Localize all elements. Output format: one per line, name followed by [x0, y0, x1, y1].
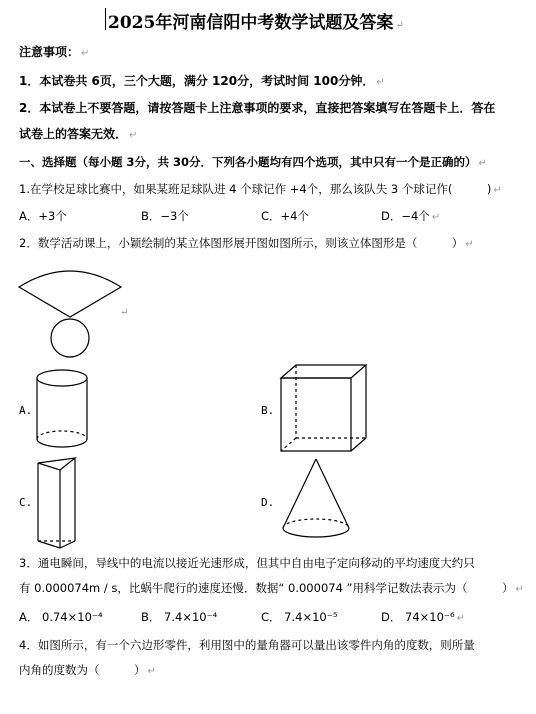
q3-option-d[interactable]: D． 74×10⁻⁶ ↵ — [381, 610, 465, 624]
cylinder-bottom-back — [37, 431, 87, 439]
q1-stem: 1.在学校足球比赛中，如果某班足球队进 4 个球记作 +4个，那么该队失 3 个球记作( ) ↵ — [19, 182, 502, 196]
prism-figure — [38, 458, 75, 548]
q3-option-c[interactable]: C． 7.4×10⁻⁵ — [261, 610, 338, 624]
q1-option-a[interactable]: A．+3个 — [19, 209, 67, 223]
q1-option-d[interactable]: D．−4个 ↵ — [381, 209, 441, 223]
q4-line-2: 内角的度数为（ ） ↵ — [19, 663, 156, 677]
cone-net-figure — [19, 271, 121, 357]
page-title: 2025年河南信阳中考数学试题及答案 ↵ — [108, 13, 404, 33]
section-heading: 一、选择题（每小题 3分，共 30分．下列各小题均有四个选项，其中只有一个是正确的） ↵ — [19, 155, 487, 169]
prism-bottom — [38, 541, 75, 548]
q2-option-a-label[interactable]: A. — [19, 404, 33, 417]
q3-line-1: 3．通电瞬间，导线中的电流以接近光速形成，但其中自由电子定向移动的平均速度大约只 — [19, 556, 475, 570]
cuboid-right-bottom-edge — [351, 438, 366, 451]
cuboid-hidden-diagonal — [281, 438, 296, 451]
q3-option-b[interactable]: B． 7.4×10⁻⁴ — [141, 610, 218, 624]
net-circle — [51, 319, 89, 357]
cone-base-front — [283, 528, 349, 537]
q1-option-c[interactable]: C．+4个 — [261, 209, 309, 223]
cuboid-figure — [281, 365, 366, 451]
prism-top — [38, 458, 75, 470]
q3-option-a[interactable]: A． 0.74×10⁻⁴ — [19, 610, 103, 624]
cuboid-front — [281, 378, 351, 451]
cone-base-back — [283, 519, 349, 528]
q2-option-b-label[interactable]: B. — [261, 404, 275, 417]
cylinder-bottom-front — [37, 439, 87, 447]
q2-option-c-label[interactable]: C. — [19, 496, 33, 509]
notice-item-2-line-1: 2．本试卷上不要答题，请按答题卡上注意事项的要求，直接把答案填写在答题卡上．答在 — [19, 101, 496, 115]
q2-option-d-label[interactable]: D. — [261, 496, 275, 509]
net-sector — [19, 271, 121, 317]
notice-item-2-line-2: 试卷上的答案无效． ↵ — [19, 127, 138, 141]
cuboid-top — [281, 365, 366, 378]
cone-left-edge — [283, 459, 316, 528]
cone-figure — [283, 459, 349, 537]
notice-item-1: 1．本试卷共 6页，三个大题，满分 120分，考试时间 100分钟． ↵ — [19, 74, 385, 88]
q1-option-b[interactable]: B．−3个 — [141, 209, 189, 223]
q4-line-1: 4．如图所示，有一个六边形零件，利用图中的量角器可以量出该零件内角的度数，则所量 — [19, 638, 475, 652]
return-mark-icon: ↵ — [120, 307, 129, 318]
cylinder-figure — [37, 370, 87, 447]
q3-line-2: 有 0.000074m / s，比蜗牛爬行的速度还慢．数据“ 0.000074 ”用科学记数法表示为（ ） ↵ — [19, 581, 524, 595]
q2-stem: 2．数学活动课上，小颖绘制的某立体图形展开图如图所示，则该立体图形是（ ） ↵ — [19, 236, 474, 250]
notice-heading: 注意事项： ↵ — [19, 45, 90, 59]
cone-right-edge — [316, 459, 349, 528]
cylinder-top — [37, 370, 87, 386]
